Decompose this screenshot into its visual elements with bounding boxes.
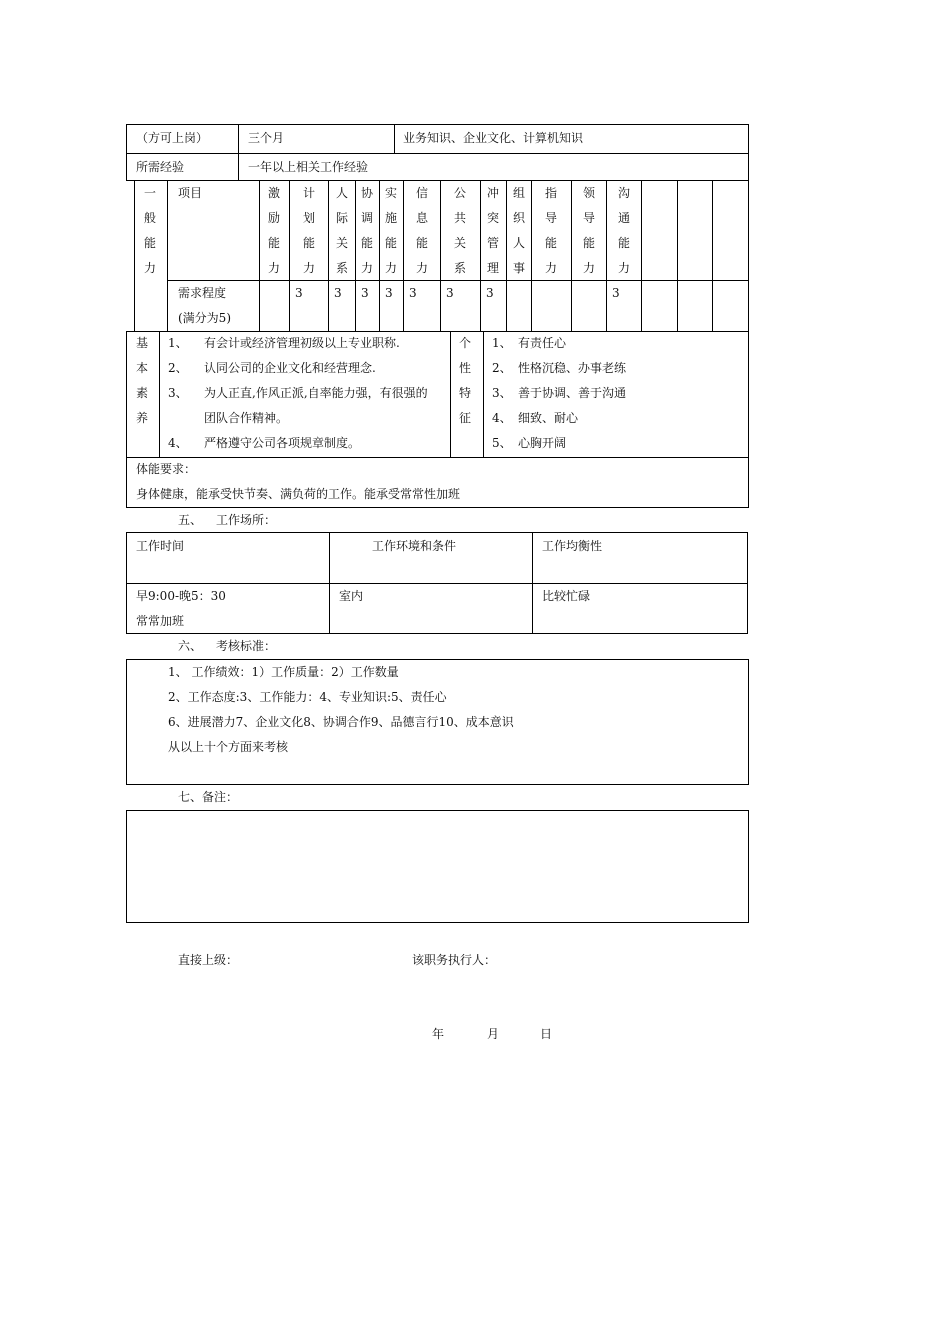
ability-column-header: 协调能力 (360, 186, 373, 275)
executor-signature-label: 该职务执行人： (412, 953, 497, 967)
section6-heading: 考核标准： (216, 639, 277, 653)
divider (126, 457, 749, 458)
ability-demand-value: 3 (295, 286, 303, 300)
divider (506, 181, 507, 332)
list-item: 4、 细致、耐心 (492, 411, 579, 425)
list-item: 1、 工作绩效：1）工作质量：2）工作数量 (168, 665, 399, 679)
divider (403, 181, 404, 332)
date-month-label: 月 (487, 1027, 500, 1041)
divider (531, 181, 532, 332)
ability-demand-value: 3 (334, 286, 342, 300)
work-environment-value: 室内 (339, 589, 364, 603)
list-item: 3、 善于协调、善于沟通 (492, 386, 627, 400)
work-environment-header: 工作环境和条件 (372, 539, 457, 553)
personality-list (492, 331, 626, 456)
list-item: 2、工作态度:3、工作能力：4、专业知识:5、责任心 (168, 690, 447, 704)
list-item: 2、 性格沉稳、办事老练 (492, 361, 627, 375)
list-item: 1、 有责任心 (492, 336, 567, 350)
divider (126, 153, 749, 154)
divider (641, 181, 642, 332)
ability-demand-value: 3 (612, 286, 620, 300)
probation-period: 三个月 (248, 131, 285, 145)
ability-demand-value: 3 (361, 286, 369, 300)
training-content: 业务知识、企业文化、计算机知识 (403, 131, 584, 145)
section5-number: 五、 (178, 513, 203, 527)
date-day-label: 日 (540, 1027, 553, 1041)
list-item: 3、 为人正直,作风正派,自率能力强，有很强的 (168, 386, 428, 400)
divider (712, 181, 713, 332)
work-balance-value: 比较忙碌 (542, 589, 591, 603)
ability-column-header: 实施能力 (384, 186, 397, 275)
item-header: 项目 (178, 186, 203, 200)
divider (289, 181, 290, 332)
ability-column-header: 激励能力 (267, 186, 280, 275)
list-item: 2、 认同公司的企业文化和经营理念. (168, 361, 376, 375)
probation-note: （方可上岗） (136, 131, 209, 145)
divider (480, 181, 481, 332)
ability-column-header: 人际关系 (335, 186, 348, 275)
ability-demand-value: 3 (409, 286, 417, 300)
divider (159, 331, 160, 457)
remarks-box (126, 810, 749, 923)
experience-label: 所需经验 (136, 160, 185, 174)
experience-value: 一年以上相关工作经验 (248, 160, 369, 174)
personality-label: 个性特征 (458, 336, 471, 425)
divider (483, 331, 484, 457)
divider (259, 181, 260, 332)
list-item: 从以上十个方面来考核 (168, 740, 289, 754)
list-item: 6、进展潜力7、企业文化8、协调合作9、品德言行10、成本意识 (168, 715, 514, 729)
ability-column-header: 信息能力 (415, 186, 428, 275)
ability-column-header: 指导能力 (544, 186, 557, 275)
divider (167, 181, 168, 332)
section6-number: 六、 (178, 639, 203, 653)
list-item: 4、 严格遵守公司各项规章制度。 (168, 436, 361, 450)
divider (571, 181, 572, 332)
section7-heading: 七、备注： (178, 790, 239, 804)
divider (329, 532, 330, 634)
ability-column-header: 领导能力 (582, 186, 595, 275)
basic-qualities-list (168, 331, 428, 456)
divider (440, 181, 441, 332)
divider (748, 181, 749, 332)
divider (677, 181, 678, 332)
physical-label: 体能要求： (136, 462, 197, 476)
work-time-header: 工作时间 (136, 539, 185, 553)
divider (134, 181, 135, 332)
work-hours: 早9:00-晚5：30 (136, 589, 226, 603)
ability-column-header: 公共关系 (453, 186, 466, 275)
demand-note: (满分为5) (178, 311, 231, 325)
list-item: 1、 有会计或经济管理初级以上专业职称. (168, 336, 400, 350)
work-time-value (136, 584, 226, 634)
divider (450, 331, 451, 457)
section5-heading: 工作场所： (216, 513, 277, 527)
divider (328, 181, 329, 332)
assessment-list (168, 660, 514, 760)
ability-column-header: 冲突管理 (486, 186, 499, 275)
divider (606, 181, 607, 332)
ability-demand-value: 3 (385, 286, 393, 300)
physical-text: 身体健康，能承受快节奏、满负荷的工作。能承受常常性加班 (136, 487, 461, 501)
divider (355, 181, 356, 332)
ability-column-header: 沟通能力 (617, 186, 630, 275)
ability-column-header: 组织人事 (512, 186, 525, 275)
divider (379, 181, 380, 332)
general-ability-label: 一般能力 (143, 186, 156, 275)
list-item: 5、 心胸开阔 (492, 436, 567, 450)
ability-demand-value: 3 (446, 286, 454, 300)
demand-label: 需求程度 (178, 286, 227, 300)
list-item: 团队合作精神。 (204, 411, 289, 425)
work-balance-header: 工作均衡性 (542, 539, 603, 553)
overtime-note: 常常加班 (136, 614, 185, 628)
superior-signature-label: 直接上级： (178, 953, 239, 967)
ability-demand-value: 3 (486, 286, 494, 300)
basic-qualities-label: 基本素养 (135, 336, 148, 425)
divider (394, 124, 395, 153)
divider (238, 124, 239, 181)
date-year-label: 年 (432, 1027, 445, 1041)
divider (532, 532, 533, 634)
ability-column-header: 计划能力 (302, 186, 315, 275)
